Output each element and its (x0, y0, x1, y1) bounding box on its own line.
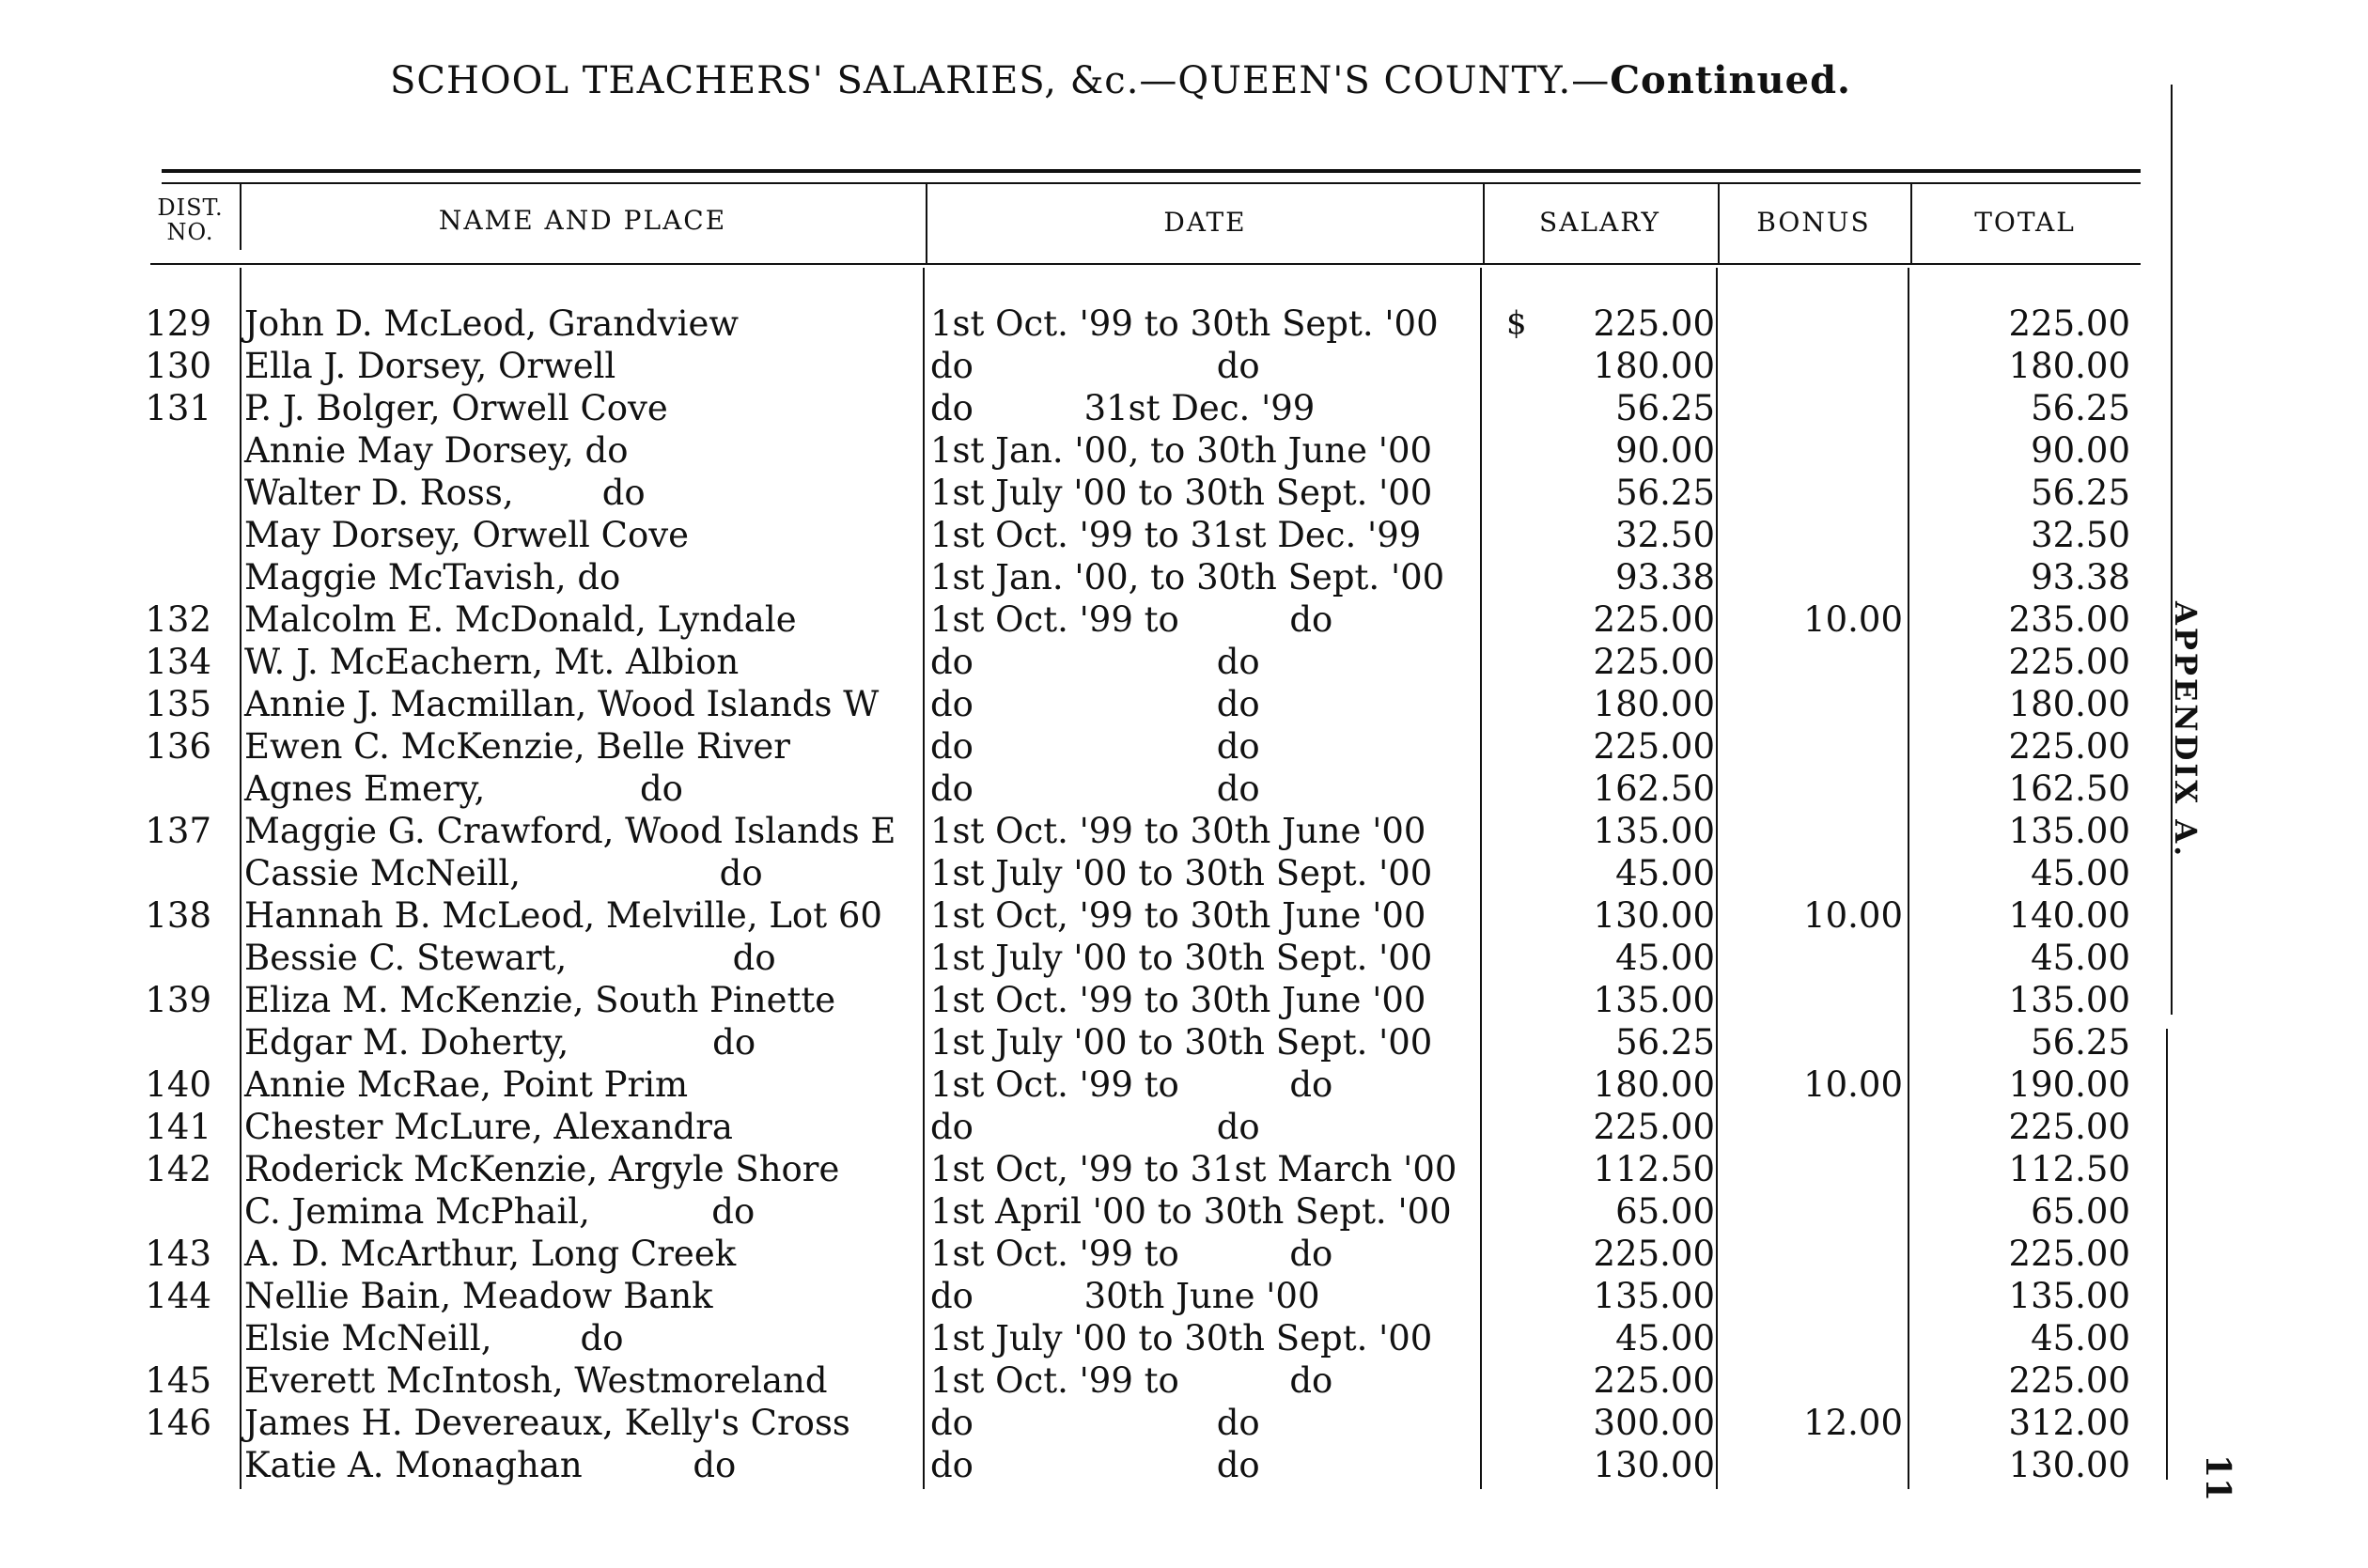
table-row (0, 937, 2161, 979)
salary-cell: 130.00 (1593, 1445, 1715, 1485)
dist-no-cell: 142 (145, 1149, 211, 1189)
bonus-cell: 12.00 (1803, 1403, 1903, 1443)
date-cell: 1st Oct, '99 to 30th June '00 (930, 895, 1426, 936)
table-row (0, 1402, 2161, 1444)
dist-no-cell: 130 (145, 346, 211, 386)
salary-cell: 225.00 (1593, 303, 1715, 344)
date-cell: do do (930, 726, 1260, 767)
date-cell: 1st Oct. '99 to 30th June '00 (930, 811, 1426, 851)
date-cell: 1st Oct. '99 to do (930, 599, 1333, 640)
salary-cell: 180.00 (1593, 684, 1715, 724)
salary-cell: 56.25 (1615, 388, 1715, 428)
name-place-cell: May Dorsey, Orwell Cove (244, 515, 690, 555)
total-cell: 45.00 (2031, 938, 2130, 978)
header-total: TOTAL (1974, 207, 2076, 238)
bonus-cell: 10.00 (1803, 599, 1903, 640)
salary-cell: 225.00 (1593, 1107, 1715, 1147)
header-bonus: BONUS (1756, 207, 1871, 238)
table-row (0, 1063, 2161, 1106)
date-cell: 1st Oct. '99 to 31st Dec. '99 (930, 515, 1422, 555)
table-row (0, 979, 2161, 1021)
salary-cell: 45.00 (1615, 1318, 1715, 1358)
total-cell: 65.00 (2031, 1191, 2130, 1232)
dist-no-cell: 136 (145, 726, 211, 767)
name-place-cell: Cassie McNeill, do (244, 853, 763, 893)
table-row (0, 683, 2161, 725)
salary-cell: 225.00 (1593, 1234, 1715, 1274)
date-cell: do do (930, 684, 1260, 724)
date-cell: do do (930, 1107, 1260, 1147)
date-cell: 1st Jan. '00, to 30th June '00 (930, 430, 1433, 471)
name-place-cell: Nellie Bain, Meadow Bank (244, 1276, 713, 1316)
page-number: 11 (2198, 1453, 2238, 1502)
salary-cell: 135.00 (1593, 811, 1715, 851)
salary-cell: 56.25 (1615, 1022, 1715, 1063)
salary-cell: 90.00 (1615, 430, 1715, 471)
page-title (390, 58, 1912, 102)
total-cell: 162.50 (2008, 768, 2130, 809)
header-date: DATE (1163, 207, 1247, 238)
salary-cell: 130.00 (1593, 895, 1715, 936)
salary-cell: 225.00 (1593, 726, 1715, 767)
dist-no-cell: 143 (145, 1234, 211, 1274)
salary-cell: 93.38 (1615, 557, 1715, 598)
table-row (0, 472, 2161, 514)
total-cell: 225.00 (2008, 1107, 2130, 1147)
salary-cell: 135.00 (1593, 980, 1715, 1020)
total-cell: 135.00 (2008, 980, 2130, 1020)
name-place-cell: Malcolm E. McDonald, Lyndale (244, 599, 797, 640)
date-cell: 1st April '00 to 30th Sept. '00 (930, 1191, 1452, 1232)
total-cell: 45.00 (2031, 1318, 2130, 1358)
total-cell: 32.50 (2031, 515, 2130, 555)
date-cell: do 30th June '00 (930, 1276, 1320, 1316)
table-row (0, 303, 2161, 345)
name-place-cell: W. J. McEachern, Mt. Albion (244, 642, 740, 682)
table-row (0, 768, 2161, 810)
appendix-label: APPENDIX A. (2168, 601, 2204, 860)
dist-no-cell: 144 (145, 1276, 211, 1316)
bonus-cell: 10.00 (1803, 895, 1903, 936)
table-row (0, 1359, 2161, 1402)
table-row (0, 556, 2161, 598)
date-cell: do do (930, 1445, 1260, 1485)
salary-cell: 135.00 (1593, 1276, 1715, 1316)
salary-cell: 225.00 (1593, 599, 1715, 640)
total-cell: 135.00 (2008, 1276, 2130, 1316)
header-rule (150, 263, 2141, 265)
date-cell: do 31st Dec. '99 (930, 388, 1316, 428)
date-cell: 1st Oct, '99 to 31st March '00 (930, 1149, 1457, 1189)
table-row (0, 1233, 2161, 1275)
dist-no-cell: 135 (145, 684, 211, 724)
date-cell: do do (930, 346, 1260, 386)
header-dist-no (141, 195, 240, 244)
name-place-cell: Annie J. Macmillan, Wood Islands W (244, 684, 880, 724)
salary-cell: 180.00 (1593, 346, 1715, 386)
dist-no-cell: 145 (145, 1360, 211, 1401)
name-place-cell: Ewen C. McKenzie, Belle River (244, 726, 790, 767)
name-place-cell: Maggie G. Crawford, Wood Islands E (244, 811, 896, 851)
table-row (0, 1106, 2161, 1148)
date-cell: 1st Oct. '99 to do (930, 1360, 1333, 1401)
column-divider (926, 184, 927, 263)
date-cell: do do (930, 768, 1260, 809)
table-row (0, 1275, 2161, 1317)
date-cell: 1st July '00 to 30th Sept. '00 (930, 1318, 1433, 1358)
salary-cell: 300.00 (1593, 1403, 1715, 1443)
name-place-cell: Katie A. Monaghan do (244, 1445, 737, 1485)
column-divider (240, 184, 241, 250)
dist-no-cell: 139 (145, 980, 211, 1020)
header-salary: SALARY (1539, 207, 1660, 238)
dist-no-cell: 132 (145, 599, 211, 640)
name-place-cell: A. D. McArthur, Long Creek (244, 1234, 737, 1274)
table-row (0, 429, 2161, 472)
total-cell: 112.50 (2008, 1149, 2130, 1189)
date-cell: do do (930, 642, 1260, 682)
date-cell: 1st July '00 to 30th Sept. '00 (930, 1022, 1433, 1063)
name-place-cell: Annie McRae, Point Prim (244, 1064, 689, 1105)
header-no-label: NO. (166, 219, 214, 245)
total-cell: 93.38 (2031, 557, 2130, 598)
total-cell: 190.00 (2008, 1064, 2130, 1105)
table-row (0, 725, 2161, 768)
name-place-cell: C. Jemima McPhail, do (244, 1191, 756, 1232)
table-row (0, 387, 2161, 429)
dist-no-cell: 146 (145, 1403, 211, 1443)
salary-cell: 45.00 (1615, 853, 1715, 893)
table-row (0, 598, 2161, 641)
dist-no-cell: 140 (145, 1064, 211, 1105)
total-cell: 312.00 (2008, 1403, 2130, 1443)
bonus-cell: 10.00 (1803, 1064, 1903, 1105)
dist-no-cell: 141 (145, 1107, 211, 1147)
dist-no-cell: 138 (145, 895, 211, 936)
table-row (0, 641, 2161, 683)
name-place-cell: Chester McLure, Alexandra (244, 1107, 733, 1147)
total-cell: 225.00 (2008, 642, 2130, 682)
dist-no-cell: 134 (145, 642, 211, 682)
name-place-cell: Edgar M. Doherty, do (244, 1022, 756, 1063)
salary-cell: 162.50 (1593, 768, 1715, 809)
table-row (0, 1317, 2161, 1359)
title-main: SCHOOL TEACHERS' SALARIES, &c.—QUEEN'S COUNTY.— (390, 59, 1611, 102)
table-row (0, 1021, 2161, 1063)
name-place-cell: Ella J. Dorsey, Orwell (244, 346, 616, 386)
name-place-cell: John D. McLeod, Grandview (244, 303, 740, 344)
table-row (0, 345, 2161, 387)
date-cell: 1st July '00 to 30th Sept. '00 (930, 473, 1433, 513)
name-place-cell: Eliza M. McKenzie, South Pinette (244, 980, 836, 1020)
table-row (0, 852, 2161, 894)
page-edge-line (2171, 85, 2173, 1015)
header-dist-label: DIST. (157, 194, 224, 221)
dist-no-cell: 129 (145, 303, 211, 344)
total-cell: 235.00 (2008, 599, 2130, 640)
date-cell: 1st Oct. '99 to do (930, 1234, 1333, 1274)
total-cell: 56.25 (2031, 473, 2130, 513)
date-cell: 1st Oct. '99 to 30th June '00 (930, 980, 1426, 1020)
name-place-cell: P. J. Bolger, Orwell Cove (244, 388, 668, 428)
name-place-cell: Hannah B. McLeod, Melville, Lot 60 (244, 895, 882, 936)
dist-no-cell: 131 (145, 388, 211, 428)
date-cell: 1st July '00 to 30th Sept. '00 (930, 938, 1433, 978)
total-cell: 140.00 (2008, 895, 2130, 936)
name-place-cell: Annie May Dorsey, do (244, 430, 629, 471)
table-row (0, 514, 2161, 556)
page-edge-line (2166, 1029, 2168, 1480)
name-place-cell: Elsie McNeill, do (244, 1318, 624, 1358)
currency-symbol: $ (1506, 304, 1527, 342)
name-place-cell: Maggie McTavish, do (244, 557, 621, 598)
salary-cell: 225.00 (1593, 642, 1715, 682)
top-rule-thin (162, 182, 2141, 184)
date-cell: 1st Oct. '99 to 30th Sept. '00 (930, 303, 1439, 344)
name-place-cell: Bessie C. Stewart, do (244, 938, 776, 978)
salary-cell: 112.50 (1593, 1149, 1715, 1189)
dist-no-cell: 137 (145, 811, 211, 851)
total-cell: 130.00 (2008, 1445, 2130, 1485)
total-cell: 45.00 (2031, 853, 2130, 893)
name-place-cell: Everett McIntosh, Westmoreland (244, 1360, 828, 1401)
total-cell: 225.00 (2008, 726, 2130, 767)
salary-cell: 180.00 (1593, 1064, 1715, 1105)
date-cell: do do (930, 1403, 1260, 1443)
table-row (0, 1148, 2161, 1190)
name-place-cell: James H. Devereaux, Kelly's Cross (244, 1403, 850, 1443)
header-name-place: NAME AND PLACE (438, 205, 727, 236)
salary-cell: 65.00 (1615, 1191, 1715, 1232)
total-cell: 225.00 (2008, 303, 2130, 344)
total-cell: 135.00 (2008, 811, 2130, 851)
salary-cell: 32.50 (1615, 515, 1715, 555)
total-cell: 56.25 (2031, 388, 2130, 428)
name-place-cell: Roderick McKenzie, Argyle Shore (244, 1149, 840, 1189)
total-cell: 90.00 (2031, 430, 2130, 471)
salary-cell: 45.00 (1615, 938, 1715, 978)
salary-cell: 56.25 (1615, 473, 1715, 513)
top-rule-thick (162, 169, 2141, 173)
total-cell: 225.00 (2008, 1234, 2130, 1274)
total-cell: 180.00 (2008, 346, 2130, 386)
total-cell: 225.00 (2008, 1360, 2130, 1401)
name-place-cell: Walter D. Ross, do (244, 473, 646, 513)
date-cell: 1st Jan. '00, to 30th Sept. '00 (930, 557, 1445, 598)
date-cell: 1st July '00 to 30th Sept. '00 (930, 853, 1433, 893)
total-cell: 180.00 (2008, 684, 2130, 724)
total-cell: 56.25 (2031, 1022, 2130, 1063)
table-row (0, 810, 2161, 852)
title-continued: Continued. (1610, 58, 1851, 102)
table-row (0, 1190, 2161, 1233)
table-row (0, 1444, 2161, 1486)
salary-cell: 225.00 (1593, 1360, 1715, 1401)
date-cell: 1st Oct. '99 to do (930, 1064, 1333, 1105)
name-place-cell: Agnes Emery, do (244, 768, 683, 809)
table-row (0, 894, 2161, 937)
